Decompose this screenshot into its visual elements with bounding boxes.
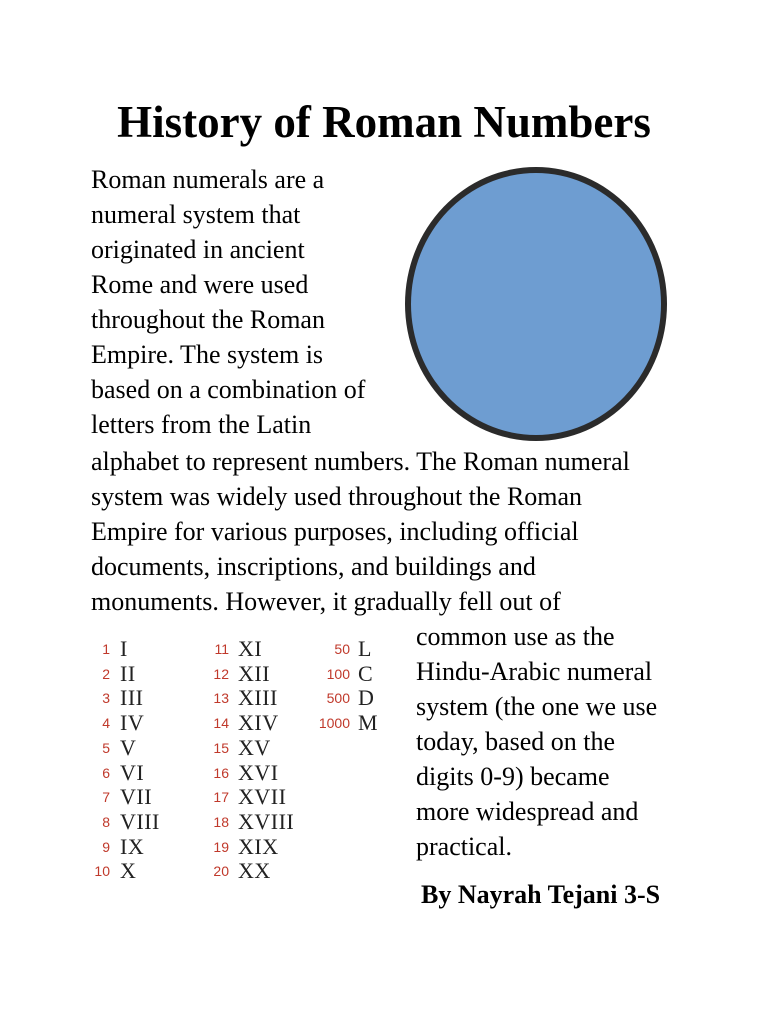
paragraph-line: Empire. The system is xyxy=(91,340,324,369)
paragraph-line: common use as the xyxy=(416,622,615,651)
paragraph-line: based on a combination of xyxy=(91,375,366,404)
roman-numeral: D xyxy=(358,685,375,711)
roman-numeral: C xyxy=(358,660,374,686)
roman-numeral: XI xyxy=(238,636,263,661)
numeral-number: 100 xyxy=(326,665,350,682)
numeral-number: 4 xyxy=(102,715,110,732)
paragraph-line: monuments. However, it gradually fell out of xyxy=(91,587,561,616)
numeral-number: 500 xyxy=(326,690,350,707)
blue-circle-shape xyxy=(405,167,667,441)
roman-numeral: XIII xyxy=(238,685,278,711)
page-title: History of Roman Numbers xyxy=(117,97,651,147)
roman-numeral: XIX xyxy=(238,833,279,859)
numeral-number: 2 xyxy=(102,665,110,682)
numeral-number: 13 xyxy=(213,690,229,707)
paragraph-line: digits 0-9) became xyxy=(416,762,610,791)
paragraph-line: system (the one we use xyxy=(416,692,658,721)
roman-numeral: XII xyxy=(238,660,271,686)
roman-numeral: XVII xyxy=(238,784,287,810)
numeral-number: 11 xyxy=(214,641,229,657)
numeral-number: 6 xyxy=(102,764,110,781)
numeral-number: 8 xyxy=(102,813,110,830)
paragraph-line: Hindu-Arabic numeral xyxy=(416,657,653,686)
roman-numeral: III xyxy=(120,685,144,711)
numeral-number: 12 xyxy=(213,665,229,682)
numeral-number: 7 xyxy=(102,789,110,806)
numeral-number: 16 xyxy=(213,764,229,781)
numeral-number: 10 xyxy=(94,863,110,880)
paragraph-line: practical. xyxy=(416,832,512,861)
roman-numeral: IV xyxy=(120,710,145,736)
roman-numeral: XIV xyxy=(238,710,279,736)
numeral-number: 18 xyxy=(213,813,229,830)
roman-numeral: II xyxy=(120,660,136,686)
numeral-number: 3 xyxy=(102,690,110,707)
roman-numeral: XVI xyxy=(238,759,279,785)
roman-numeral: X xyxy=(120,858,137,884)
author-byline: By Nayrah Tejani 3-S xyxy=(421,880,661,909)
roman-numeral: XX xyxy=(238,858,271,884)
numeral-number: 20 xyxy=(213,863,229,880)
roman-numeral: IX xyxy=(120,833,145,859)
paragraph-line: throughout the Roman xyxy=(91,305,325,334)
numeral-number: 15 xyxy=(213,739,229,756)
numeral-number: 14 xyxy=(213,715,229,732)
paragraph-line: alphabet to represent numbers. The Roman numeral xyxy=(91,447,630,476)
roman-numeral: VIII xyxy=(120,808,160,834)
roman-numeral: XV xyxy=(238,734,271,760)
paragraph-line: letters from the Latin xyxy=(91,410,312,439)
paragraph-line: numeral system that xyxy=(91,200,301,229)
numeral-number: 50 xyxy=(334,641,350,657)
paragraph-line: Rome and were used xyxy=(91,270,309,299)
paragraph-line: originated in ancient xyxy=(91,235,305,264)
numeral-number: 1 xyxy=(102,641,110,657)
numeral-number: 17 xyxy=(213,789,229,806)
paragraph-line: system was widely used throughout the Roman xyxy=(91,482,583,511)
roman-numeral: I xyxy=(120,636,128,661)
paragraph-line: documents, inscriptions, and buildings and xyxy=(91,552,536,581)
paragraph-line: Empire for various purposes, including official xyxy=(91,517,579,546)
numeral-number: 19 xyxy=(213,838,229,855)
numeral-number: 5 xyxy=(102,739,110,756)
roman-numeral: M xyxy=(358,710,379,736)
paragraph-line: today, based on the xyxy=(416,727,616,756)
roman-numeral: L xyxy=(358,636,372,661)
paragraph-line: Roman numerals are a xyxy=(91,165,325,194)
roman-numeral: V xyxy=(120,734,137,760)
numeral-number: 1000 xyxy=(318,715,350,732)
numeral-number: 9 xyxy=(102,838,110,855)
paragraph-line: more widespread and xyxy=(416,797,639,826)
roman-numeral: VI xyxy=(120,759,145,785)
roman-numeral: XVIII xyxy=(238,808,295,834)
roman-numeral: VII xyxy=(120,784,153,810)
